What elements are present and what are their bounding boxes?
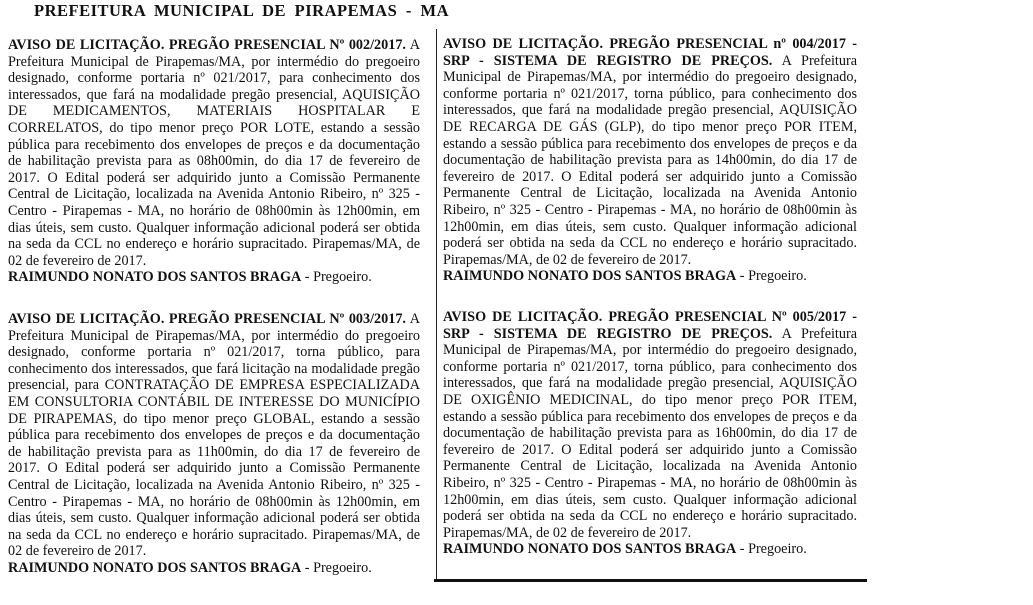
notice-heading: AVISO DE LICITAÇÃO. PREGÃO PRESENCIAL Nº 005/2017 - SRP - SISTEMA DE REGISTRO DE PREÇOS. [443,309,857,342]
notice-signer-role: - Pregoeiro. [304,269,372,286]
notice-pregao-003 [8,311,420,577]
notice-body: A Prefeitura Municipal de Pirapemas/MA, por intermédio do pregoeiro designado, conforme portaria nº 021/2017, para conhecimento dos interessados, que fará na modalidade pregão presencial, AQUISIÇÃO DE MEDICAMENTOS, MATERIAIS HOSPITALAR E CORRELATOS, do tipo menor preço POR LOTE, estando a sessão pública para recebimento dos envelopes de preços e da documentação de habilitação prevista para as 08h00min, do dia 17 de fevereiro de 2017. O Edital poderá ser adquirido junto a Comissão Permanente Central de Licitação, localizada na Avenida Antonio Ribeiro, nº 325 - Centro - Pirapemas - MA, no horário de 08h00min às 12h00min, em dias úteis, sem custo. Qualquer informação adicional poderá ser obtida na seda da CCL no endereço e horário supracitado. Pirapemas/MA, de 02 de fevereiro de 2017. [8,37,420,269]
notice-signer: RAIMUNDO NONATO DOS SANTOS BRAGA [443,541,737,558]
column-divider [436,29,437,581]
notice-signer: RAIMUNDO NONATO DOS SANTOS BRAGA [8,269,302,286]
notice-body: A Prefeitura Municipal de Pirapemas/MA, por intermédio do pregoeiro designado, conforme portaria nº 021/2017, torna público, para conhecimento dos interessados, que fará na modalidade pregão presencial, AQUISIÇÃO DE RECARGA DE GÁS (GLP), do tipo menor preço POR ITEM, estando a sessão pública para recebimento dos envelopes de preços e da documentação de habilitação prevista para as 14h00min, do dia 17 de fevereiro de 2017. O Edital poderá ser adquirido junto a Comissão Permanente Central de Licitação, localizada na Avenida Antonio Ribeiro, nº 325 - Centro - Pirapemas - MA, no horário de 08h00min às 12h00min, em dias úteis, sem custo. Qualquer informação adicional poderá ser obtida na seda da CCL no endereço e horário supracitado. Pirapemas/MA, de 02 de fevereiro de 2017. [443,52,857,268]
notice-signer: RAIMUNDO NONATO DOS SANTOS BRAGA [443,268,737,285]
notice-pregao-002 [8,37,420,286]
page-title: PREFEITURA MUNICIPAL DE PIRAPEMAS - MA [34,1,449,20]
notice-heading: AVISO DE LICITAÇÃO. PREGÃO PRESENCIAL nº 004/2017 - SRP - SISTEMA DE REGISTRO DE PREÇOS. [443,36,857,69]
notice-signer-role: - Pregoeiro. [304,559,372,576]
notice-signer: RAIMUNDO NONATO DOS SANTOS BRAGA [8,559,302,576]
notice-pregao-005 [443,309,857,558]
notice-body: A Prefeitura Municipal de Pirapemas/MA, por intermédio do pregoeiro designado, conforme portaria nº 021/2017, torna público, para conhecimento dos interessados, que fará na modalidade pregão presencial, AQUISIÇÃO DE OXIGÊNIO MEDICINAL, do tipo menor preço POR ITEM, estando a sessão pública para recebimento dos envelopes de preços e da documentação de habilitação prevista para as 16h00min, do dia 17 de fevereiro de 2017. O Edital poderá ser adquirido junto a Comissão Permanente Central de Licitação, localizada na Avenida Antonio Ribeiro, nº 325 - Centro - Pirapemas - MA, no horário de 08h00min às 12h00min, em dias úteis, sem custo. Qualquer informação adicional poderá ser obtida na seda da CCL no endereço e horário supracitado. Pirapemas/MA, de 02 de fevereiro de 2017. [443,325,857,541]
notice-heading: AVISO DE LICITAÇÃO. PREGÃO PRESENCIAL Nº 002/2017. [8,37,406,53]
notice-heading: AVISO DE LICITAÇÃO. PREGÃO PRESENCIAL Nº 003/2017. [8,311,406,327]
notice-signer-role: - Pregoeiro. [739,541,807,558]
notice-body: A Prefeitura Municipal de Pirapemas/MA, por intermédio do pregoeiro designado, conforme portaria nº 021/2017, torna público, para conhecimento dos interessados, que fará licitação na modalidade pregão presencial, para CONTRATAÇÃO DE EMPRESA ESPECIALIZADA EM CONSULTORIA CONTÁBIL DE INTERESSE DO MUNICÍPIO DE PIRAPEMAS, do tipo menor preço GLOBAL, estando a sessão pública para recebimento dos envelopes de preços e da documentação de habilitação prevista para as 11h00min, do dia 17 de fevereiro de 2017. O Edital poderá ser adquirido junto a Comissão Permanente Central de Licitação, localizada na Avenida Antonio Ribeiro, nº 325 - Centro - Pirapemas - MA, no horário de 08h00min às 12h00min, em dias úteis, sem custo. Qualquer informação adicional poderá ser obtida na seda da CCL no endereço e horário supracitado. Pirapemas/MA, de 02 de fevereiro de 2017. [8,311,420,560]
bottom-rule [434,579,867,582]
notice-pregao-004 [443,36,857,285]
notice-signer-role: - Pregoeiro. [739,268,807,285]
